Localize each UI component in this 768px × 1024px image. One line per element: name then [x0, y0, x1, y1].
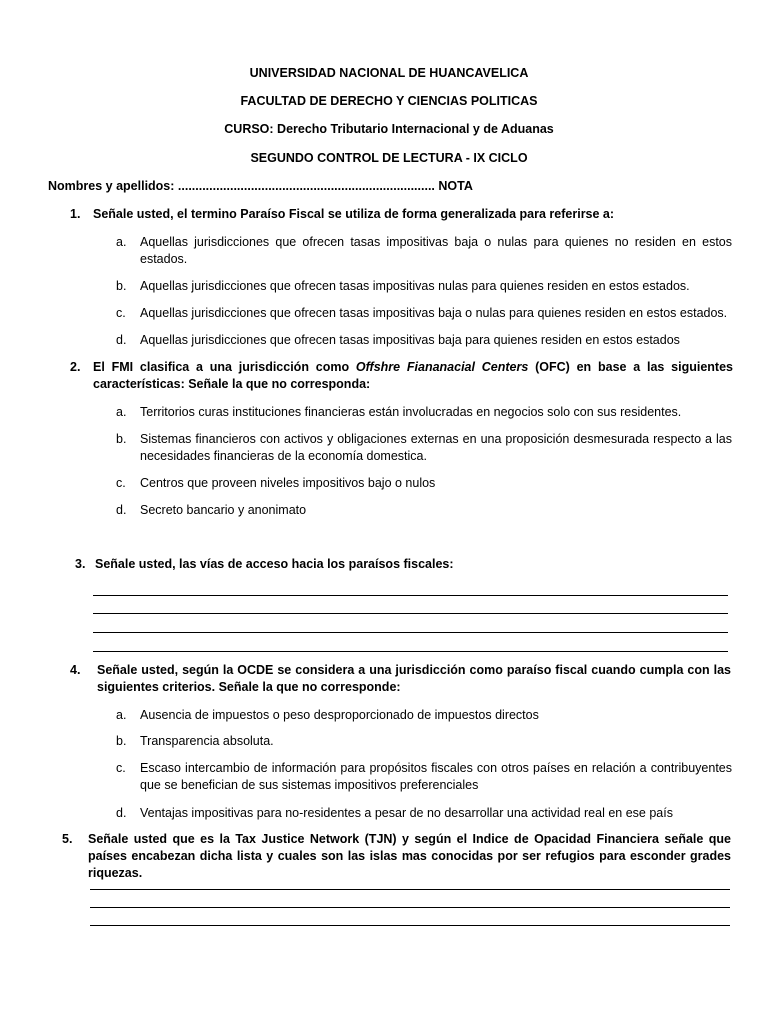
question-2-number: 2. [70, 360, 81, 374]
question-3-number: 3. [75, 557, 86, 571]
answer-line[interactable] [90, 907, 730, 908]
question-5-number: 5. [62, 832, 73, 846]
answer-line[interactable] [93, 651, 728, 652]
faculty-title: FACULTAD DE DERECHO Y CIENCIAS POLITICAS [240, 94, 538, 108]
course-title: CURSO: Derecho Tributario Internacional y de Aduanas [224, 122, 554, 136]
name-line: Nombres y apellidos: .......................................................................... NOTA [48, 179, 473, 193]
question-4-number: 4. [70, 663, 81, 677]
question-5-text: Señale usted que es la Tax Justice Network (TJN) y según el Indice de Opacidad Financiera señale que países encabezan dicha lista y cuales son las islas mas conocidas por ser refugios para esconder grades riquezas. [88, 832, 731, 880]
answer-line[interactable] [90, 889, 730, 890]
question-1-number: 1. [70, 207, 81, 221]
question-3-text: Señale usted, las vías de acceso hacia los paraísos fiscales: [95, 557, 454, 571]
answer-line[interactable] [93, 595, 728, 596]
document-page: UNIVERSIDAD NACIONAL DE HUANCAVELICA FACULTAD DE DERECHO Y CIENCIAS POLITICAS CURSO: Derecho Tributario Internacional y de Aduanas SEGUNDO CONTROL DE LECTURA - IX CICLO Nombres y apellidos: .......................................................................... NOTA 1. Señale usted, el termino Paraíso Fiscal se utiliza de forma generalizada para referirse a: a. Aquellas jurisdicciones que ofrecen tasas impositivas baja o nulas para quienes no residen en estos estados. b. Aquellas jurisdicciones que ofrecen tasas impositivas nulas para quienes residen en estos estados. c. Aquellas jurisdicciones que ofrecen tasas impositivas baja o nulas para quienes residen en estos estados. d. Aquellas jurisdicciones que ofrecen tasas impositivas baja para quienes residen en estos estados 2. El FMI clasifica a una jurisdicción como Offshre Fiananacial Centers (OFC) en base a las siguientes características: Señale la que no corresponda: a. Territorios curas instituciones financieras están involucradas en negocios solo con sus residentes. b. Sistemas financieros con activos y obligaciones externas en una proposición desmesurada respecto a las necesidades financieras de la economía domestica. c. Centros que proveen niveles impositivos bajo o nulos d. Secreto bancario y anonimato 3. Señale usted, las vías de acceso hacia los paraísos fiscales: 4. Señale usted, según la OCDE se considera a una jurisdicción como paraíso fiscal cuando cumpla con las siguientes criterios. Señale la que no corresponde: a. Ausencia de impuestos o peso desproporcionado de impuestos directos b. Transparencia absoluta. c. Escaso intercambio de información para propósitos fiscales con otros países en relación a contribuyentes que se beneﬁcian de sus sistemas impositivos preferenciales d. Ventajas impositivas para no-residentes a pesar de no desarrollar una actividad real en ese país 5. Señale usted que es la Tax Justice Network (TJN) y según el Indice de Opacidad Financiera señale que países encabezan dicha lista y cuales son las islas mas conocidas por ser refugios para esconder grades riquezas. [0, 0, 768, 1024]
university-title: UNIVERSIDAD NACIONAL DE HUANCAVELICA [249, 66, 529, 80]
question-2-text: El FMI clasifica a una jurisdicción como Offshre Fiananacial Centers (OFC) en base a las siguientes características: Señale la que no corresponda: [93, 360, 733, 391]
answer-line[interactable] [93, 632, 728, 633]
exam-title: SEGUNDO CONTROL DE LECTURA - IX CICLO [250, 151, 528, 165]
question-1-text: Señale usted, el termino Paraíso Fiscal se utiliza de forma generalizada para referirse a: [93, 207, 615, 221]
question-4-text: Señale usted, según la OCDE se considera a una jurisdicción como paraíso fiscal cuando cumpla con las siguientes criterios. Señale la que no corresponde: [97, 663, 731, 694]
answer-line[interactable] [93, 613, 728, 614]
answer-line[interactable] [90, 925, 730, 926]
